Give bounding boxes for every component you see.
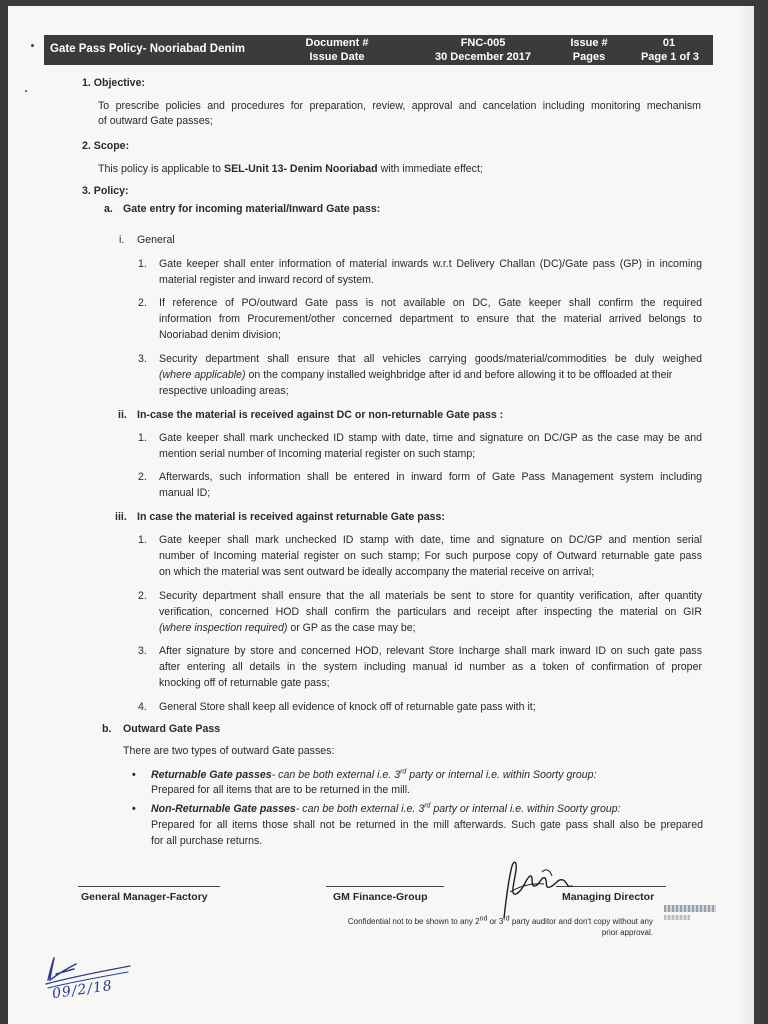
item-text: Gate keeper shall mark unchecked ID stamp with date, time and signature on DC/GP and mention serial <box>159 534 702 546</box>
item-number: 1. <box>138 534 147 546</box>
item-text: mention serial number of Incoming material register on such stamp; <box>159 448 476 460</box>
item-text <box>159 621 416 635</box>
item-text: Gate keeper shall mark unchecked ID stamp with date, time and signature on DC/GP as the case may be and <box>159 432 702 444</box>
roman-label-ii: ii. <box>118 409 127 421</box>
roman-label-i: i. <box>119 234 125 246</box>
item-text-rest: or GP as the case may be; <box>287 622 416 634</box>
item-text: verification, concerned HOD shall confirm the particulars and receipt after inspecting the material on GIR <box>159 606 702 618</box>
bullet-desc: - can be both external i.e. 3 <box>295 803 425 815</box>
subsection-title-b: Outward Gate Pass <box>123 723 221 735</box>
item-text: on which the material was sent outward be ideally accompany the material receive on arrival; <box>159 566 595 578</box>
scope-text <box>98 162 483 176</box>
punch-mark <box>31 44 34 47</box>
item-text: Afterwards, such information shall be entered in inward form of Gate Pass Management system including <box>159 471 702 483</box>
bullet-line: Prepared for all items those shall not be returned in the mill afterwards. Such gate pass shall also be prepared <box>151 819 703 831</box>
item-text: manual ID; <box>159 487 211 499</box>
signature-label-gm-finance: GM Finance-Group <box>333 891 428 903</box>
issue-date: 30 December 2017 <box>434 51 531 63</box>
item-number: 4. <box>138 701 147 713</box>
item-text: material register and inward record of system. <box>159 274 374 286</box>
punch-mark <box>25 90 27 92</box>
item-text-emphasis: (where inspection required) <box>159 622 288 634</box>
item-number: 2. <box>138 471 147 483</box>
item-text: Nooriabad denim division; <box>159 329 281 341</box>
item-number: 3. <box>138 645 147 657</box>
bullet-title: Non-Returnable Gate passes <box>151 803 296 815</box>
item-number: 1. <box>138 258 147 270</box>
subsection-label-b: b. <box>102 723 112 735</box>
item-number: 1. <box>138 432 147 444</box>
issue-label: Issue # <box>570 37 608 49</box>
doc-number: FNC-005 <box>460 37 506 49</box>
bullet-desc: party or internal i.e. within Soorty group: <box>430 803 621 815</box>
scope-text-pre: This policy is applicable to <box>98 163 225 175</box>
confidential-note <box>308 916 653 938</box>
item-text: Gate keeper shall enter information of material inwards w.r.t Delivery Challan (DC)/Gate pass (GP) in incoming <box>159 258 702 270</box>
item-text: General Store shall keep all evidence of knock off of returnable gate pass with it; <box>159 701 536 713</box>
stamp-mark <box>664 915 690 920</box>
item-text: knocking off of returnable gate pass; <box>159 677 330 689</box>
item-text-rest: on the company installed weighbridge after id and before allowing it to be offloaded at their <box>245 369 673 381</box>
item-text <box>159 368 702 382</box>
signature-label-md: Managing Director <box>562 891 655 903</box>
bullet-desc: - can be both external i.e. 3 <box>271 769 401 781</box>
roman-title-dc: In-case the material is received against DC or non-returnable Gate pass : <box>137 409 504 421</box>
bullet-returnable <box>151 768 597 782</box>
signature-label-gm-factory: General Manager-Factory <box>81 891 208 903</box>
objective-text: of outward Gate passes; <box>98 115 213 127</box>
bullet-line: for all purchase returns. <box>151 835 263 847</box>
doc-label: Document # <box>305 37 369 49</box>
item-text: after entering all details in the system including manual id number as a token of confirmation of proper <box>159 661 702 673</box>
scope-text-post: with immediate effect; <box>377 163 483 175</box>
pages-label: Pages <box>572 51 606 63</box>
bullet-non-returnable <box>151 802 621 816</box>
handwritten-date: 09/2/18 <box>51 977 114 1003</box>
ordinal-suffix: rd <box>400 768 407 776</box>
item-text: Security department shall ensure that all vehicles carrying goods/material/commodities be duly weighed <box>159 353 702 365</box>
confidential-line-1: Confidential not to be shown to any 2nd or 3rd party auditor and don't copy without any <box>347 915 653 926</box>
bullet-dot: • <box>132 769 136 781</box>
roman-label-iii: iii. <box>115 511 127 523</box>
objective-text: To prescribe policies and procedures for preparation, review, approval and cancelation including monitoring mechanism <box>98 100 701 112</box>
section-heading-policy: 3. Policy: <box>82 185 129 197</box>
stamp-mark <box>664 905 716 912</box>
roman-title-general: General <box>137 234 175 246</box>
item-text: Security department shall ensure that the all materials be sent to store for quantity verification, after quantity <box>159 590 702 602</box>
signature-line-gm-finance <box>326 886 444 887</box>
item-text: information from Procurement/other concerned department to ensure that the material arrived belongs to <box>159 313 702 325</box>
page-edge-shadow <box>740 6 754 1024</box>
signature-line-gm-factory <box>78 886 220 887</box>
item-number: 3. <box>138 353 147 365</box>
handwritten-signature <box>496 856 586 921</box>
section-heading-scope: 2. Scope: <box>82 140 130 152</box>
item-text: number of Incoming material register on such stamp; For such purpose copy of Outward returnable gate pass <box>159 550 702 562</box>
roman-title-returnable: In case the material is received against returnable Gate pass: <box>137 511 445 523</box>
issue-date-label: Issue Date <box>309 51 365 63</box>
policy-title: Gate Pass Policy- Nooriabad Denim <box>50 43 245 55</box>
subsection-label-a: a. <box>104 203 113 215</box>
item-number: 2. <box>138 590 147 602</box>
document-page <box>8 6 754 1024</box>
scope-unit: SEL-Unit 13- Denim Nooriabad <box>224 163 378 175</box>
bullet-desc: party or internal i.e. within Soorty group: <box>406 769 597 781</box>
confidential-line-2: prior approval. <box>601 928 653 937</box>
bullet-title: Returnable Gate passes <box>151 769 272 781</box>
item-number: 2. <box>138 297 147 309</box>
page-info: Page 1 of 3 <box>640 51 700 63</box>
item-text-emphasis: (where applicable) <box>159 369 246 381</box>
subsection-title-a: Gate entry for incoming material/Inward Gate pass: <box>123 203 381 215</box>
ordinal-suffix: rd <box>424 802 431 810</box>
bullet-line: Prepared for all items that are to be returned in the mill. <box>151 784 411 796</box>
document-header <box>44 35 713 65</box>
bullet-dot: • <box>132 803 136 815</box>
item-text: After signature by store and concerned HOD, relevant Store Incharge shall mark inward ID on such gate pass <box>159 645 702 657</box>
issue-number: 01 <box>662 37 676 49</box>
item-text: respective unloading areas; <box>159 385 289 397</box>
item-text: If reference of PO/outward Gate pass is not available on DC, Gate keeper shall confirm the required <box>159 297 702 309</box>
section-heading-objective: 1. Objective: <box>82 77 145 89</box>
outward-intro: There are two types of outward Gate passes: <box>123 745 335 757</box>
